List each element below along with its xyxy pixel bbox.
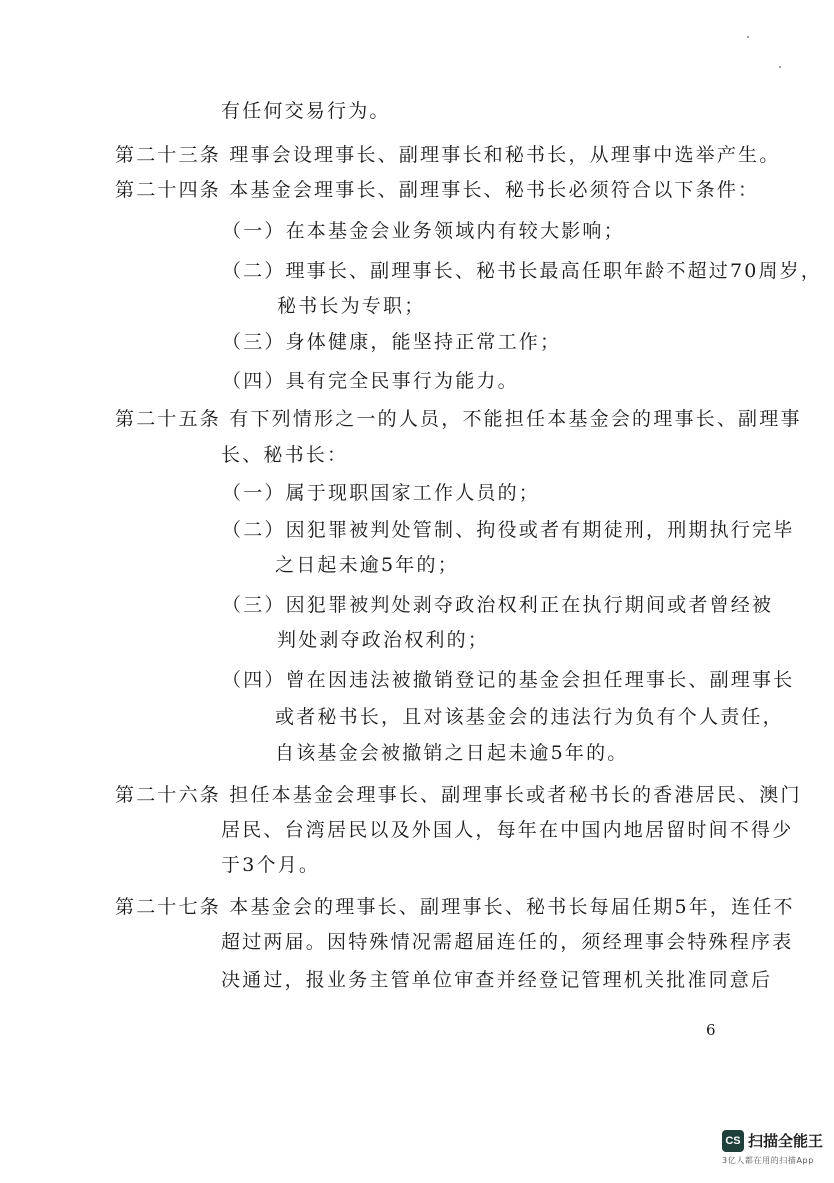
scan-speck xyxy=(747,36,749,38)
text-line: （四）曾在因违法被撤销登记的基金会担任理事长、副理事长 xyxy=(222,669,795,691)
text-line: 第二十三条 理事会设理事长、副理事长和秘书长，从理事中选举产生。 xyxy=(115,144,781,166)
text-line: 第二十六条 担任本基金会理事长、副理事长或者秘书长的香港居民、澳门 xyxy=(115,784,802,806)
text-line: （三）身体健康，能坚持正常工作； xyxy=(222,331,562,353)
scanner-watermark xyxy=(720,1128,824,1172)
text-line: （二）因犯罪被判处管制、拘役或者有期徒刑，刑期执行完毕 xyxy=(222,519,795,541)
text-line: 第二十四条 本基金会理事长、副理事长、秘书长必须符合以下条件： xyxy=(115,179,760,201)
page-number: 6 xyxy=(706,1021,716,1039)
watermark-tagline: 3亿人都在用的扫描App xyxy=(722,1156,814,1165)
camscanner-logo-icon: CS xyxy=(722,1130,744,1152)
text-line: 秘书长为专职； xyxy=(277,295,426,317)
text-line: 第二十五条 有下列情形之一的人员，不能担任本基金会的理事长、副理事 xyxy=(115,408,802,430)
text-line: 有任何交易行为。 xyxy=(221,100,391,122)
text-line: （四）具有完全民事行为能力。 xyxy=(222,370,519,392)
watermark-app-name: 扫描全能王 xyxy=(748,1132,824,1150)
text-line: 决通过，报业务主管单位审查并经登记管理机关批准同意后 xyxy=(221,969,773,991)
text-line: 判处剥夺政治权利的； xyxy=(277,629,490,651)
text-line: 第二十七条 本基金会的理事长、副理事长、秘书长每届任期5年，连任不 xyxy=(115,896,795,918)
text-line: 超过两届。因特殊情况需超届连任的，须经理事会特殊程序表 xyxy=(221,931,794,953)
text-line: 居民、台湾居民以及外国人，每年在中国内地居留时间不得少 xyxy=(221,819,794,841)
text-line: （三）因犯罪被判处剥夺政治权利正在执行期间或者曾经被 xyxy=(222,594,774,616)
scan-speck xyxy=(779,66,781,68)
text-line: 于3个月。 xyxy=(221,854,321,876)
text-line: （一）属于现职国家工作人员的； xyxy=(222,482,541,504)
text-line: （二）理事长、副理事长、秘书长最高任职年龄不超过70周岁， xyxy=(222,260,822,282)
text-line: 长、秘书长： xyxy=(221,444,349,466)
text-line: 自该基金会被撤销之日起未逾5年的。 xyxy=(275,742,629,764)
text-line: 或者秘书长，且对该基金会的违法行为负有个人责任， xyxy=(275,706,784,728)
text-line: （一）在本基金会业务领域内有较大影响； xyxy=(222,220,625,242)
text-line: 之日起未逾5年的； xyxy=(275,554,459,576)
